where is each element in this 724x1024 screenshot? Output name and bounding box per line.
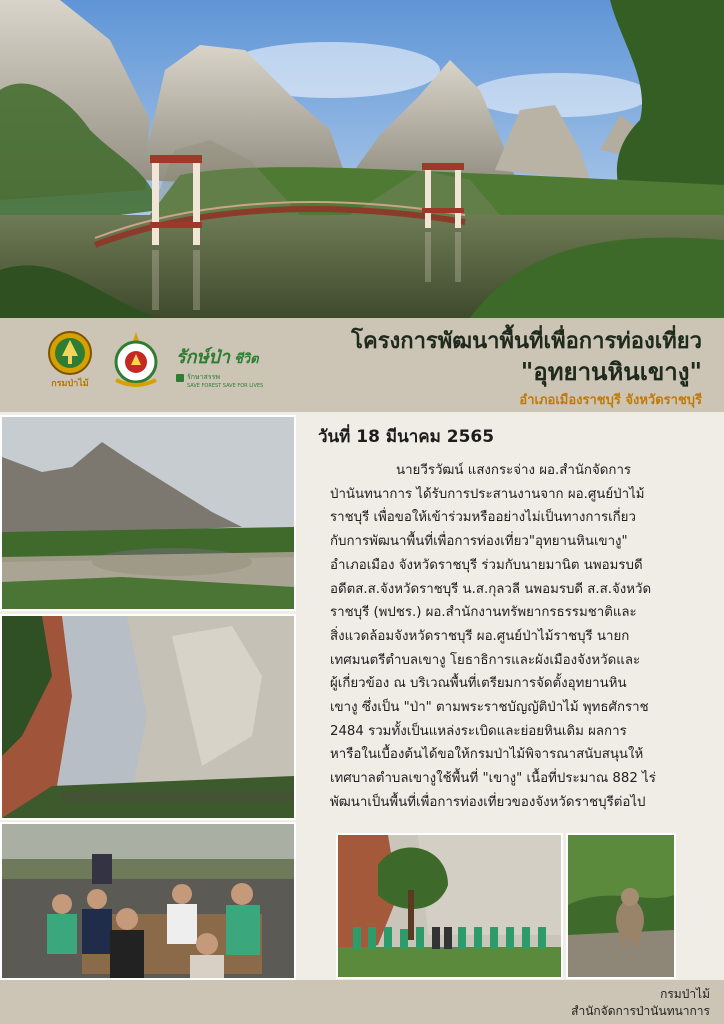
- rak-pa-small: รักษาสรรพ: [187, 373, 220, 381]
- rak-pa-logo: [176, 342, 276, 389]
- photo-monkey: [566, 833, 676, 979]
- article-date: วันที่ 18 มีนาคม 2565: [318, 427, 495, 447]
- article-line: อำเภอเมือง จังหวัดราชบุรี ร่วมกับนายมานิต นพอมรบดี: [330, 557, 643, 573]
- lock-icon: [176, 374, 184, 382]
- recreation-office-logo: [110, 330, 162, 388]
- garuda-emblem-icon: [110, 330, 162, 388]
- photo-group-cliff: [336, 833, 563, 979]
- article-line: เทศมนตรีตำบลเขางู โยธาธิการและผังเมืองจังหวัดและ: [330, 652, 641, 668]
- article-line: กับการพัฒนาพื้นที่เพื่อการท่องเที่ยว"อุทยานหินเขางู": [330, 534, 628, 550]
- forest-emblem-icon: [46, 330, 94, 376]
- article-body: [330, 459, 710, 815]
- footer-office-name: สำนักจัดการป่านันทนาการ: [571, 1004, 710, 1018]
- rak-pa-brand-suffix: ชีวิต: [233, 352, 259, 367]
- article-line: ราชบุรี (พปชร.) ผอ.สำนักงานทรัพยากรธรรมชาติและ: [330, 605, 637, 621]
- footer-org-name: กรมป่าไม้: [660, 987, 710, 1001]
- royal-forest-department-logo: [46, 330, 94, 390]
- article-line: ราชบุรี เพื่อขอให้เข้าร่วมหรืออย่างไม่เป็นทางการเกี่ยว: [330, 510, 636, 526]
- photo-meeting: [0, 822, 296, 980]
- article-line: หารือในเบื้องต้นได้ขอให้กรมป่าไม้พิจารณาสนับสนุนให้: [330, 747, 644, 763]
- article-line: นายวีรวัฒน์ แสงกระจ่าง ผอ.สำนักจัดการ: [396, 463, 632, 478]
- article-line: ผู้เกี่ยวข้อง ณ บริเวณพื้นที่เตรียมการจัดตั้งอุทยานหิน: [330, 676, 627, 692]
- photo-cliff-gorge: [0, 614, 296, 820]
- article-line: อดีตส.ส.จังหวัดราชบุรี น.ส.กุลวลี นพอมรบดี ส.ส.จังหวัด: [330, 581, 652, 597]
- logo-caption: กรมป่าไม้: [51, 379, 89, 389]
- article-line: เทศบาลตำบลเขางูใช้พื้นที่ "เขางู" เนื้อที่ประมาณ 882 ไร่: [330, 771, 656, 787]
- article-line: ป่านันทนาการ ได้รับการประสานงานจาก ผอ.ศูนย์ป่าไม้: [330, 486, 645, 502]
- article-line: 2484 รวมทั้งเป็นแหล่งระเบิดและย่อยหินเดิม ผลการ: [330, 723, 627, 739]
- article-line: พัฒนาเป็นพื้นที่เพื่อการท่องเที่ยวของจังหวัดราชบุรีต่อไป: [330, 794, 646, 810]
- title-line-1: โครงการพัฒนาพื้นที่เพื่อการท่องเที่ยว: [351, 328, 702, 354]
- article-line: เขางู ซึ่งเป็น "ป่า" ตามพระราชบัญญัติป่าไม้ พุทธศักราช: [330, 700, 649, 716]
- photo-quarry-pond: [0, 415, 296, 611]
- hero-photo: [0, 0, 724, 318]
- subtitle-location: อำเภอเมืองราชบุรี จังหวัดราชบุรี: [519, 393, 702, 408]
- rak-pa-tagline: SAVE FOREST SAVE FOR LIVES: [187, 383, 264, 389]
- title-line-2: "อุทยานหินเขางู": [520, 357, 702, 386]
- article-line: สิ่งแวดล้อมจังหวัดราชบุรี ผอ.ศูนย์ป่าไม้ราชบุรี นายก: [330, 628, 630, 644]
- rak-pa-brand: รักษ์ป่า: [176, 347, 230, 368]
